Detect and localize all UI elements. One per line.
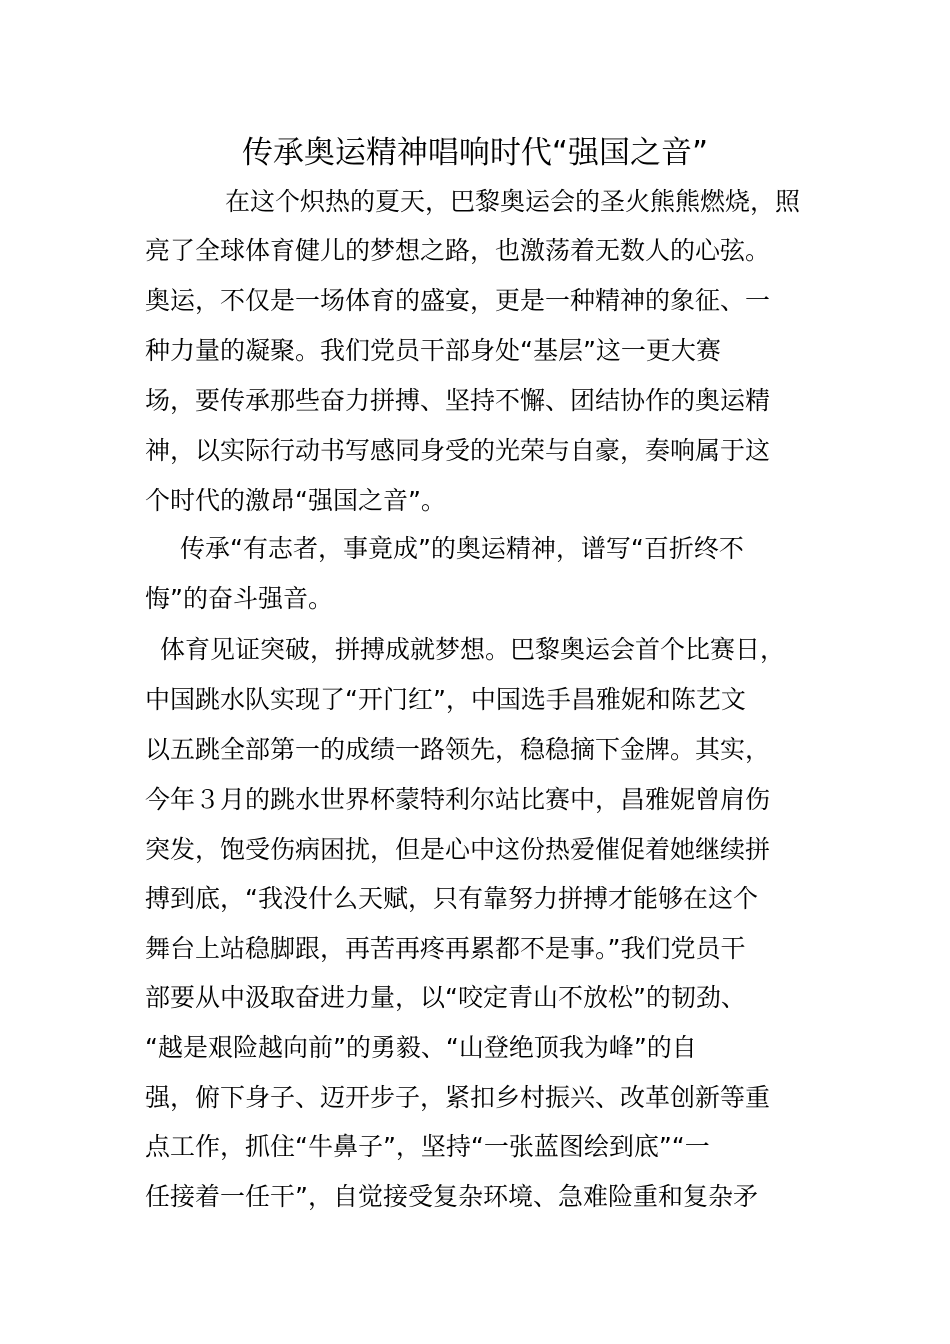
text-line: 以五跳全部第一的成绩一路领先，稳稳摘下金牌。其实， (145, 735, 771, 764)
text-line: 悔”的奋斗强音。 (145, 584, 333, 613)
text-line: 体育见证突破，拼搏成就梦想。巴黎奥运会首个比赛日， (160, 635, 786, 664)
text-line: 任接着一任干”，自觉接受复杂环境、急难险重和复杂矛 (145, 1182, 758, 1211)
text-line: 中国跳水队实现了“开门红”，中国选手昌雅妮和陈艺文 (145, 685, 746, 714)
text-line: 传承“有志者，事竟成”的奥运精神，谱写“百折终不 (155, 534, 744, 563)
text-line: 舞台上站稳脚跟，再苦再疼再累都不是事。”我们党员干 (145, 934, 746, 963)
text-line: 奥运，不仅是一场体育的盛宴，更是一种精神的象征、一 (145, 286, 771, 315)
text-line: 突发，饱受伤病困扰，但是心中这份热爱催促着她继续拼 (145, 835, 771, 864)
document-title: 传承奥运精神唱响时代“强国之音” (241, 135, 709, 171)
text-line: “越是艰险越向前”的勇毅、“山登绝顶我为峰”的自 (145, 1033, 697, 1062)
text-line: 个时代的激昂“强国之音”。 (145, 486, 446, 515)
text-line: 在这个炽热的夏天，巴黎奥运会的圣火熊熊燃烧，照 (200, 187, 801, 216)
text-line: 强，俯下身子、迈开步子，紧扣乡村振兴、改革创新等重 (145, 1083, 771, 1112)
text-line: 神，以实际行动书写感同身受的光荣与自豪，奏响属于这 (145, 436, 771, 465)
text-line: 部要从中汲取奋进力量，以“咬定青山不放松”的韧劲、 (145, 983, 746, 1012)
text-line: 场，要传承那些奋力拼搏、坚持不懈、团结协作的奥运精 (145, 386, 771, 415)
text-line: 搏到底，“我没什么天赋，只有靠努力拼搏才能够在这个 (145, 884, 758, 913)
text-line: 亮了全球体育健儿的梦想之路，也激荡着无数人的心弦。 (145, 236, 771, 265)
text-line: 种力量的凝聚。我们党员干部身处“基层”这一更大赛 (145, 336, 721, 365)
text-line: 今年３月的跳水世界杯蒙特利尔站比赛中，昌雅妮曾肩伤 (145, 785, 771, 814)
text-line: 点工作，抓住“牛鼻子”，坚持“一张蓝图绘到底”“一 (145, 1132, 710, 1161)
